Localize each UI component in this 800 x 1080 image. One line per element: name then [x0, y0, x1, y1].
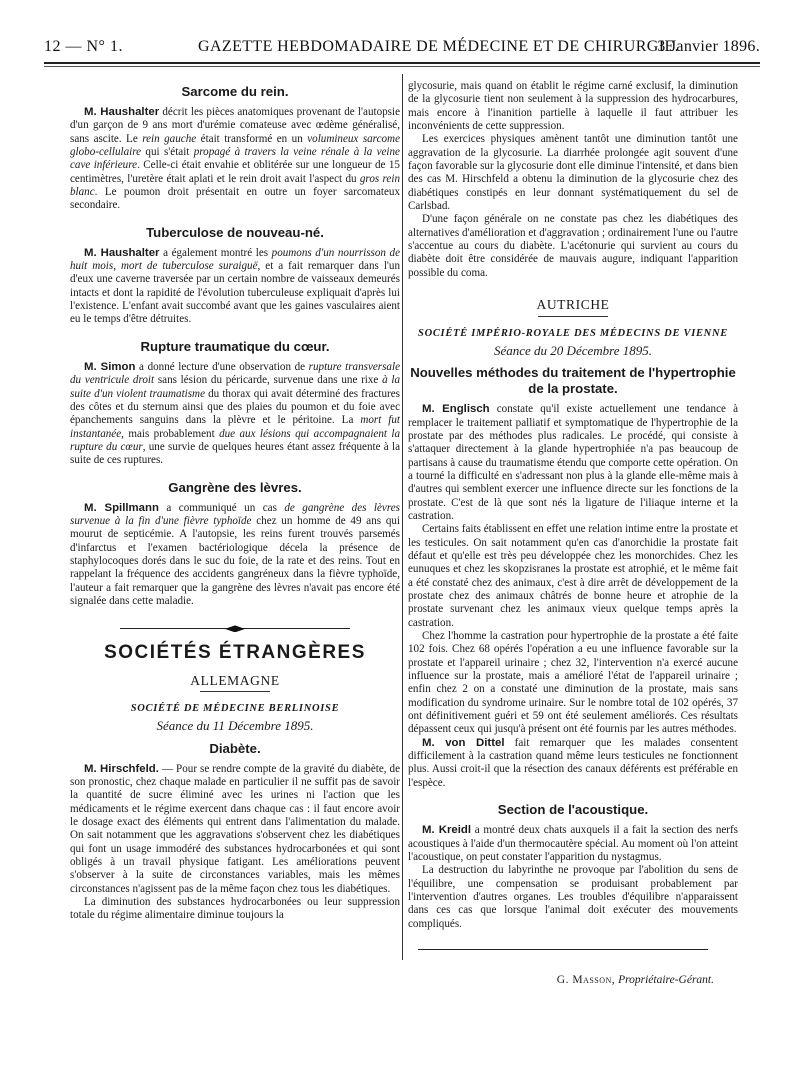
- author-name: M. von Dittel: [422, 736, 505, 749]
- society-name-berlin: SOCIÉTÉ DE MÉDECINE BERLINOISE: [130, 703, 340, 714]
- author-name: M. Hirschfeld.: [84, 762, 159, 775]
- page-header: [44, 36, 760, 56]
- country-heading-germany: ALLEMAGNE: [190, 672, 280, 688]
- header-rule: [44, 62, 760, 64]
- paragraph-acetonurie: D'une façon générale on ne constate pas chez les diabétiques des alternatives d'amélioration et d'aggravation ; ordinairement l'une ou l'autre s'accentue au cours du diabète. L'acétonurie qui survient au cours du diabète doit être considérée de mauvais augure, indiquant l'apparition possible du coma.: [408, 213, 738, 279]
- section-title-prostate: Nouvelles méthodes du traitement de l'hypertrophie de la prostate.: [410, 365, 736, 397]
- paragraph-rupture: M. Simon a donné lecture d'une observation de rupture transversale du ventricule droit sans lésion du péricarde, survenue dans une rixe à la suite d'un violent traumatisme du thorax qui avait déterminé des fractures des côtes et du sternum ainsi que des plaies du poumon et du foie avec épanchements sanguins dans la plèvre et le péritoine. La mort fut instantanée, mais probablement due aux lésions qui accompagnaient la rupture du cœur, une survie de quelques heures étant assez fréquente à la suite de ces ruptures.: [70, 360, 401, 467]
- section-title-acoustique: Section de l'acoustique.: [497, 802, 649, 818]
- paragraph-prostate-2: Certains faits établissent en effet une relation intime entre la prostate et les testicules. On sait notamment qu'en cas d'anorchidie la prostate fait défaut et qu'elle est très peu développée chez les monorchides. Chez les eunuques et chez les skopzisranes la prostate est atrophié, et le même fait a été constaté chez des animaux, c'est à dire arrêt de développement de la prostate chez des animaux châtrés de bonne heure et atrophie de la prostate survenant chez les animaux vieux quelque temps après la castration.: [408, 523, 738, 629]
- paragraph-prostate-3: Chez l'homme la castration pour hypertrophie de la prostate a été faite 102 fois. Chez 68 opérés l'opération a eu une influence favorable sur la prostate et l'appareil urinaire ; chez 32, l'intervention n'a exercé aucune influence sur la prostate, mais a amélioré l'état de l'appareil urinaire ; enfin chez 2 on a constaté une diminution de la prostate, mais sans modification du syndrome urinaire. Sur le nombre total de 102 opérés, 37 ont définitivement guéri et 59 ont été seulement améliorés. Ces résultats dépassent ceux qui jusqu'à présent ont été fournis par les autres méthodes.: [408, 630, 738, 736]
- paragraph-diabete-2: La diminution des substances hydrocarbonées ou leur suppression totale du régime alimentaire diminue toujours la: [70, 896, 400, 922]
- country-rule: [200, 691, 270, 692]
- paragraph-exercices: Les exercices physiques amènent tantôt une diminution tantôt une aggravation de la glycosurie. La diarrhée prolongée agit souvent d'une façon favorable sur la glycosurie dont elle diminue l'intensité, et dans bien des cas M. Hirschfeld a obtenu la diminution de la glycosurie chez des diabétiques constipés en leur donnant systématiquement du sel de Carlsbad.: [408, 133, 738, 213]
- paragraph-sarcome: M. Haushalter décrit les pièces anatomiques provenant de l'autopsie d'un garçon de 9 ans mort d'urémie comateuse avec œdème généralisé, sans ascite. Le rein gauche était transformé en un volumineux sarcome globo-cellulaire qui s'était propagé à travers la veine rénale à la veine cave inférieure. Celle-ci était envahie et oblitérée sur une longueur de 15 centimètres, l'uretère était aplati et le rein droit avait l'aspect du gros rein blanc. Le poumon droit présentait en outre un foyer sarcomateux secondaire.: [70, 106, 400, 212]
- paragraph-tuberculose: M. Haushalter a également montré les poumons d'un nourrisson de huit mois, mort de tuberculose suraiguë, et a fait remarquer dans l'un d'eux une caverne traversée par un certain nombre de vaisseaux demeurés intacts et dont la rapidité de l'évolution tuberculeuse expliquait d'après lui l'existence. L'enfant avait succombé avant que les gaines vasculaires aient eu le temps d'être détruites.: [70, 246, 400, 326]
- journal-title: GAZETTE HEBDOMADAIRE DE MÉDECINE ET DE CHIRURGIE.: [198, 38, 680, 55]
- foreign-societies-title: SOCIÉTÉS ÉTRANGÈRES: [104, 642, 366, 664]
- left-column: [70, 74, 400, 923]
- section-ornament: [70, 622, 400, 636]
- paragraph-diabete-cont: glycosurie, mais quand on établit le régime carné exclusif, la diminution de la glycosurie tient non seulement à la suppression des hydrocarbures, mais encore à l'inanition partielle à laquelle il faut attribuer les inconvénients de cette suppression.: [408, 80, 738, 133]
- signature-role: Propriétaire-Gérant.: [618, 973, 714, 986]
- author-name: M. Haushalter: [84, 106, 160, 118]
- author-name: M. Spillmann: [84, 501, 159, 514]
- right-column: [408, 80, 738, 987]
- author-name: M. Haushalter: [84, 246, 160, 259]
- author-name: M. Kreidl: [422, 824, 472, 837]
- ornament-diamond: [225, 625, 245, 632]
- seance-date-vienna: Séance du 20 Décembre 1895.: [494, 342, 652, 358]
- section-title-sarcome: Sarcome du rein.: [181, 84, 289, 99]
- publisher-signature: [408, 974, 714, 987]
- paragraph-acoustique: M. Kreidl a montré deux chats auxquels il a fait la section des nerfs acoustiques à l'aide d'un thermocautère spécial. Au moment où l'on atteint l'acoustique, on peut constater l'apparition du nystagmus.: [408, 824, 738, 863]
- seance-date-berlin: Séance du 11 Décembre 1895.: [156, 718, 314, 734]
- section-title-gangrene: Gangrène des lèvres.: [168, 479, 302, 495]
- header-rule-thin: [44, 66, 760, 67]
- page-number: 12 — N° 1.: [44, 38, 123, 55]
- paragraph-dittel: M. von Dittel fait remarquer que les malades consentent difficilement à la castration quand même leurs testicules ne fonctionnent plus. Aussi croit-il que la résection des canaux déférents est préférable en l'espèce.: [408, 736, 738, 789]
- section-title-tuberculose: Tuberculose de nouveau-né.: [146, 224, 324, 240]
- column-divider: [402, 74, 403, 960]
- footer-rule: [418, 949, 708, 950]
- paragraph-gangrene: M. Spillmann a communiqué un cas de gangrène des lèvres survenue à la fin d'une fièvre typhoïde chez un homme de 49 ans qui mourut de septicémie. A l'autopsie, les reins furent trouvés parsemés d'infarctus et l'examen bactériologique décela la présence de staphylocoques dorés dans le suc du foie, de la rate et des reins. Tout en rappelant la fréquence des accidents gangréneux dans la fièvre typhoïde, l'auteur a fait remarquer que la gangrène des lèvres n'avait pas encore été signalée dans cette maladie.: [70, 501, 400, 607]
- author-name: M. Simon: [84, 360, 136, 373]
- paragraph-prostate: M. Englisch constate qu'il existe actuellement une tendance à remplacer le traitement palliatif et symptomatique de l'hypertrophie de la prostate par des méthodes plus radicales. Le procédé, qui consiste à s'attaquer directement à la glande hypertrophiée n'a pas beaucoup de partisans à cause du traumatisme étendu que comporte cette opération. On a tourné la difficulté en s'adressant non plus à la glande elle-même mais à d'autres qui semblent exercer une influence directe sur les fonctions de la prostate. C'est de là que sont nés la ligature de l'iliaque interne et la castration.: [408, 403, 738, 522]
- section-title-rupture: Rupture traumatique du cœur.: [140, 338, 330, 354]
- issue-date: 3 Janvier 1896.: [657, 38, 760, 55]
- section-title-diabete: Diabète.: [209, 740, 261, 756]
- society-name-vienna: SOCIÉTÉ IMPÉRIO-ROYALE DES MÉDECINS DE VIENNE: [418, 327, 728, 339]
- country-rule: [538, 316, 608, 317]
- paragraph-diabete: M. Hirschfeld. — Pour se rendre compte de la gravité du diabète, de son pronostic, chez chaque malade en particulier il ne suffit pas de savoir la quantité de sucre éliminé avec les urines ni l'action que les médicaments et le régime exercent dans chaque cas : il faut encore avoir le dosage exact des éléments qui entrent dans l'alimentation du malade. On sait notamment que les aggravations s'observent chez les diabétiques qui font un usage immodéré des substances hydrocarbonées et qui sont obligés à un travail physique fatigant. Les améliorations peuvent s'observer à la suite de circonstances variables, mais les mêmes circonstances n'agissent pas de la même façon chez tous les diabétiques.: [70, 762, 401, 895]
- author-name: M. Englisch: [422, 403, 490, 416]
- signature-name: G. Masson,: [556, 973, 616, 986]
- country-heading-austria: AUTRICHE: [536, 297, 610, 313]
- paragraph-acoustique-2: La destruction du labyrinthe ne provoque par l'abolition du sens de l'équilibre, une compensation se produisant probablement par l'intervention d'autres organes. Les troubles d'équilibre n'apparaissent dans ces cas que lorsque l'animal doit exécuter des mouvements compliqués.: [408, 864, 738, 930]
